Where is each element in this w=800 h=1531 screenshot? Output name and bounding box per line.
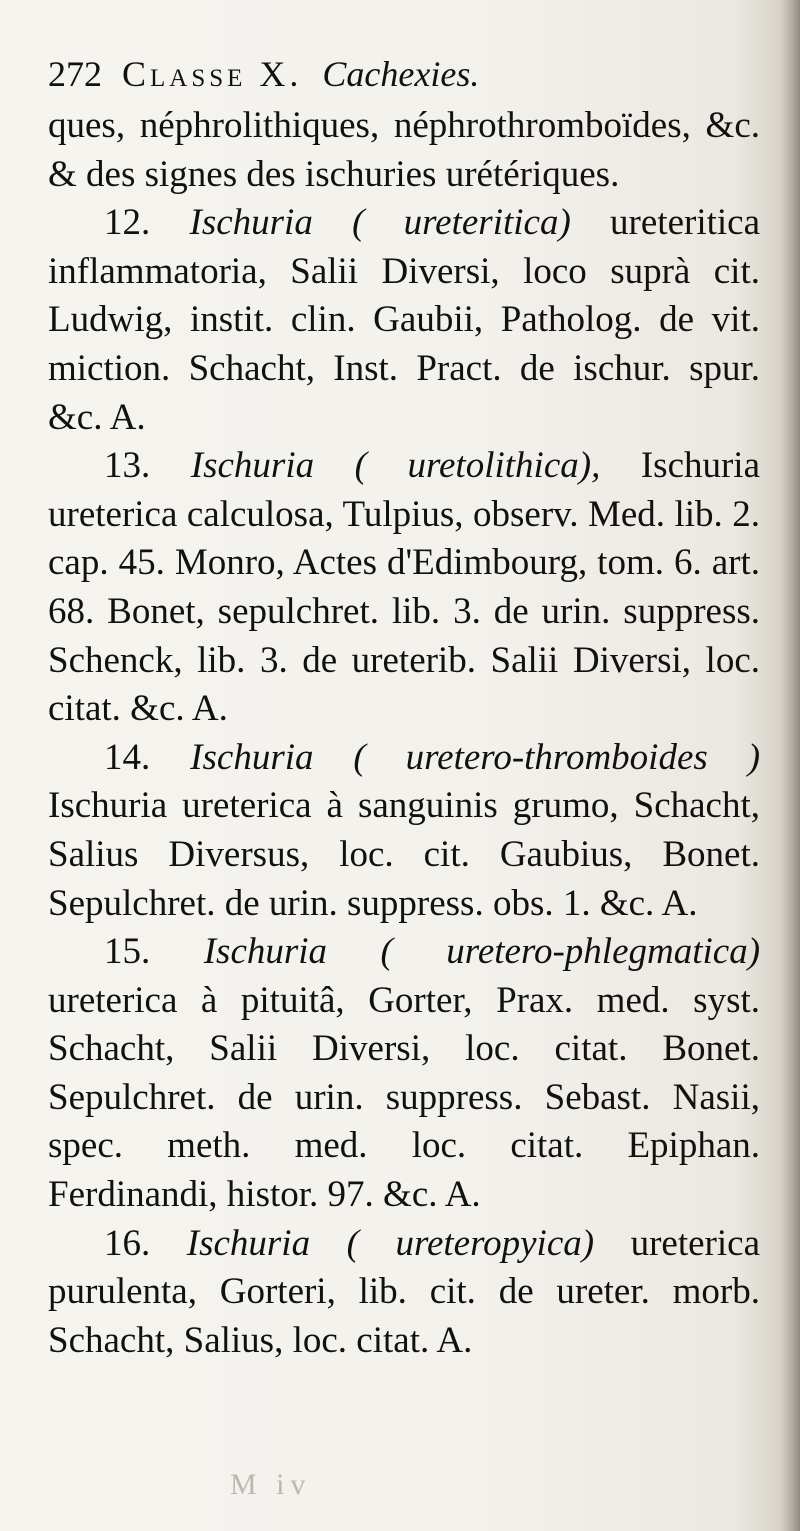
header-section: Cachexies.	[322, 54, 480, 94]
entry-variety: ( uretolithica),	[354, 445, 601, 487]
entry-14	[48, 734, 760, 928]
page-text-block	[48, 50, 760, 1365]
entry-number: 12.	[104, 202, 151, 244]
entry-variety: ( ureteritica)	[352, 202, 571, 244]
entry-16	[48, 1220, 760, 1366]
entry-number: 13.	[104, 445, 151, 487]
entry-body: ureteritica inflammatoria, Salii Diversi, loco suprà cit. Ludwig, instit. clin. Gaubii, Patholog. de vit. miction. Schacht, Inst. Pract. de ischur. spur. &c. A.	[48, 202, 760, 438]
entry-13	[48, 442, 760, 734]
entry-name: Ischuria	[189, 202, 313, 244]
entry-body: Ischuria ureterica à sanguinis grumo, Schacht, Salius Diversus, loc. cit. Gaubius, Bonet. Sepulchret. de urin. suppress. obs. 1. &c. A.	[48, 785, 760, 924]
entry-variety: ( uretero-thromboides )	[353, 736, 761, 778]
entry-15	[48, 928, 760, 1220]
entry-body: Ischuria ureterica calculosa, Tulpius, observ. Med. lib. 2. cap. 45. Monro, Actes d'Edimbourg, tom. 6. art. 68. Bonet, sepulchret. lib. 3. de urin. suppress. Schenck, lib. 3. de ureterib. Salii Diversi, loc. citat. &c. A.	[48, 445, 761, 730]
entry-12	[48, 199, 760, 442]
entry-number: 14.	[104, 736, 151, 778]
signature-mark: M iv	[230, 1468, 312, 1501]
entry-name: Ischuria	[190, 445, 315, 487]
running-header	[48, 50, 760, 102]
page-spine-shadow	[782, 0, 800, 1531]
entry-number: 16.	[104, 1222, 151, 1264]
page-number: 272	[48, 54, 102, 94]
entry-variety: ( uretero-phlegmatica)	[380, 931, 761, 973]
header-classe: Classe X.	[122, 54, 303, 94]
entry-name: Ischuria	[203, 931, 328, 973]
entry-name: Ischuria	[190, 736, 314, 778]
intro-paragraph: ques, néphrolithiques, néphrothromboïdes, &c. & des signes des ischuries urétériques.	[48, 105, 760, 195]
entry-body: ureterica purulenta, Gorteri, lib. cit. de ureter. morb. Schacht, Salius, loc. citat. A.	[48, 1222, 760, 1361]
entry-variety: ( ureteropyica)	[346, 1222, 595, 1264]
entry-number: 15.	[104, 931, 151, 973]
entry-name: Ischuria	[186, 1222, 311, 1264]
entry-body: ureterica à pituitâ, Gorter, Prax. med. syst. Schacht, Salii Diversi, loc. citat. Bonet. Sepulchret. de urin. suppress. Sebast. Nasii, spec. meth. med. loc. citat. Epiphan. Ferdinandi, histor. 97. &c. A.	[48, 979, 760, 1216]
